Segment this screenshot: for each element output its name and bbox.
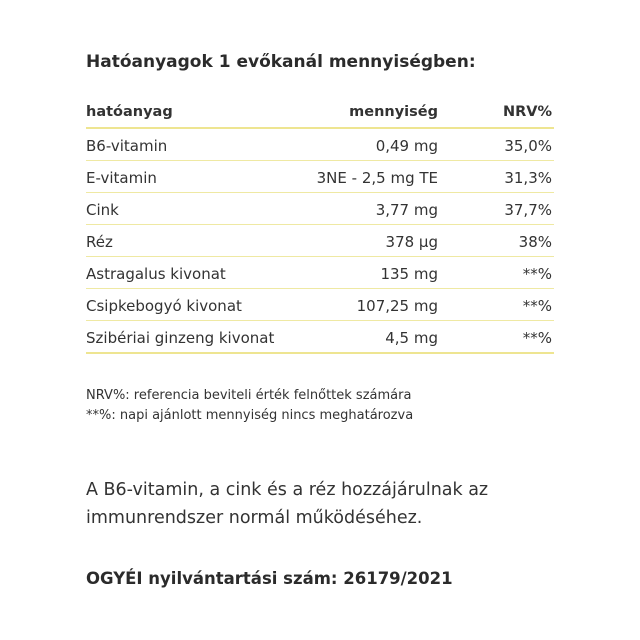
- ingredient-name: B6-vitamin: [86, 137, 168, 155]
- ingredient-nrv: **%: [522, 329, 552, 347]
- ingredient-nrv: 38%: [518, 233, 552, 251]
- table-row: [86, 257, 554, 289]
- ingredient-nrv: 37,7%: [504, 201, 552, 219]
- ingredient-name: Szibériai ginzeng kivonat: [86, 329, 275, 347]
- ingredient-quantity: 135 mg: [380, 265, 438, 283]
- ingredient-nrv: **%: [522, 265, 552, 283]
- ingredient-nrv: **%: [522, 297, 552, 315]
- table-row: [86, 193, 554, 225]
- ingredient-quantity: 4,5 mg: [385, 329, 438, 347]
- ingredient-quantity: 0,49 mg: [375, 137, 438, 155]
- ingredient-nrv: 35,0%: [504, 137, 552, 155]
- table-row: [86, 129, 554, 161]
- ingredient-quantity: 107,25 mg: [356, 297, 438, 315]
- ingredient-name: E-vitamin: [86, 169, 157, 187]
- ingredient-name: Cink: [86, 201, 119, 219]
- table-row: [86, 289, 554, 321]
- table-header-row: [86, 96, 554, 129]
- footnote-nrv: NRV%: referencia beviteli érték felnőttek számára: [86, 388, 412, 403]
- ingredient-nrv: 31,3%: [504, 169, 552, 187]
- ingredients-table: [86, 96, 554, 354]
- registration-number: OGYÉI nyilvántartási szám: 26179/2021: [86, 569, 453, 588]
- header-quantity: mennyiség: [349, 104, 438, 120]
- table-row: [86, 321, 554, 354]
- footnotes: [86, 386, 413, 426]
- footnote-stars: **%: napi ajánlott mennyiség nincs meghatározva: [86, 408, 414, 423]
- ingredient-quantity: 3,77 mg: [375, 201, 438, 219]
- ingredient-name: Réz: [86, 233, 113, 251]
- ingredient-quantity: 3NE - 2,5 mg TE: [316, 169, 438, 187]
- ingredient-quantity: 378 µg: [385, 233, 438, 251]
- header-nrv: NRV%: [502, 104, 552, 120]
- health-claim: A B6-vitamin, a cink és a réz hozzájárulnak az immunrendszer normál működéséhez.: [86, 480, 489, 528]
- table-title: Hatóanyagok 1 evőkanál mennyiségben:: [86, 52, 476, 72]
- table-row: [86, 161, 554, 193]
- header-ingredient: hatóanyag: [86, 104, 173, 120]
- ingredient-name: Astragalus kivonat: [86, 265, 226, 283]
- ingredient-name: Csipkebogyó kivonat: [86, 297, 242, 315]
- table-row: [86, 225, 554, 257]
